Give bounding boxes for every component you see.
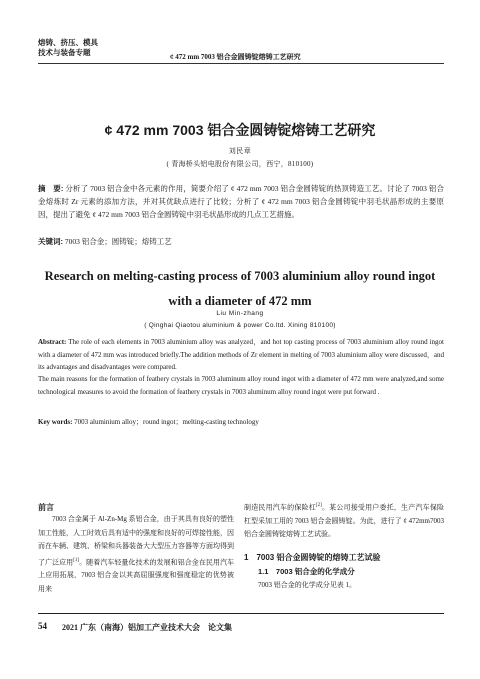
chinese-abstract: [38, 182, 444, 221]
english-keywords-label: Key words:: [38, 418, 73, 426]
english-abstract-text: The role of each elements in 7003 aluminium alloy was analyzed，and hot top casting process of 7003 aluminium alloy round ingot with a diameter of 472 mm was introduced briefly.The addition methods of Zr element in melting of 7003 aluminium alloy were discussed，and its advantages and disadvantages were compared.: [38, 338, 445, 371]
author-name: 刘民章: [228, 147, 252, 155]
chinese-keywords: [38, 235, 444, 248]
preface-paragraph: [38, 513, 234, 596]
paper-title: ¢ 472 mm 7003 铝合金圆铸锭熔铸工艺研究: [104, 122, 376, 138]
right-column-paragraph: [244, 499, 444, 542]
abstract-text: 分析了 7003 铝合金中各元素的作用，简要介绍了 ¢ 472 mm 7003 铝合金圆铸锭的热顶铸造工艺。讨论了 7003 铝合金熔炼时 Zr 元素的添加方法，并对其优缺点进行了比较；分析了 ¢ 472 mm 7003 铝合金圆铸锭中羽毛状晶形成的主要原因，提出了避免 ¢ 472 mm 7003 铝合金圆铸锭中羽毛状晶形成的几点工艺措施。: [38, 184, 445, 219]
english-keywords: [38, 416, 444, 429]
running-title: ¢ 472 mm 7003 铝合金圆铸锭熔铸工艺研究: [170, 53, 301, 61]
section-1-1-heading: 1.1 7003 铝合金的化学成分: [258, 567, 355, 576]
footer-rule: [38, 613, 444, 614]
english-title: Research on melting-casting process of 7003 aluminium alloy round ingot with a diameter of 472 mm: [44, 269, 436, 308]
journal-section-label: [38, 38, 98, 58]
author-affiliation: ( 青海桥头铝电股份有限公司，西宁，810100): [166, 160, 314, 168]
header-rule: [38, 63, 444, 64]
preface-text-continued: 。随着汽车轻量化技术的发展和铝合金在民用汽车上应用拓展，7003 铝合金以其高屈服强度和强度稳定的优势被用来: [38, 557, 235, 593]
page-number: 54: [38, 621, 47, 631]
citation-1: [1]: [73, 557, 80, 563]
section-label-line2: 技术与装备专题: [38, 48, 91, 57]
keywords-text: 7003 铝合金；圆铸锭；熔铸工艺: [64, 237, 172, 246]
english-keywords-text: 7003 aluminium alloy；round ingot；melting-casting technology: [74, 418, 259, 426]
english-author: Liu Min-zhang: [216, 310, 264, 317]
english-affiliation: ( Qinghai Qiaotou aluminium & power Co.ltd. Xining 810100): [144, 322, 336, 329]
keywords-label: 关键词:: [38, 237, 63, 246]
abstract-label: 摘 要:: [38, 184, 64, 193]
section-1-1-text: 7003 铝合金的化学成分见表 1。: [258, 581, 356, 589]
preface-text: 7003 合金属于 Al-Zn-Mg 系铝合金，由于其具有良好的塑性加工性能，人工时效后具有适中的强度和良好的可焊接性能，因而在车辆、建筑、桥梁和兵器装备大大型压力容器等方面均得到了广泛应用: [38, 515, 235, 566]
english-abstract-paragraph-2: The main reasons for the formation of feathery crystals in 7003 aluminum alloy round ingot with a diameter of 472 mm were analyzed,and some technological measures to avoid the formation of feathery crystals in 7003 aluminum alloy round ingot were put forward .: [38, 375, 444, 396]
preface-heading: 前言: [38, 503, 54, 512]
section-1-heading: 1 7003 铝合金圆铸锭的熔铸工艺试验: [244, 553, 381, 562]
citation-2: [2]: [315, 503, 322, 508]
proceedings-title: 2021 广东（南海）铝加工产业技术大会 论文集: [62, 623, 232, 632]
english-abstract-label: Abstract:: [38, 338, 67, 346]
english-abstract: [38, 336, 444, 374]
section-label-line1: 熔铸、挤压、模具: [38, 38, 98, 47]
right-text-b: 。某公司接受用户委托，生产汽车保险杠型采加工用的 7003 铝合金圆铸锭。为此，进行了 ¢ 472mm7003 铝合金圆铸锭熔铸工艺试验。: [244, 503, 445, 539]
right-text-a: 制造民用汽车的保险杠: [244, 503, 316, 512]
